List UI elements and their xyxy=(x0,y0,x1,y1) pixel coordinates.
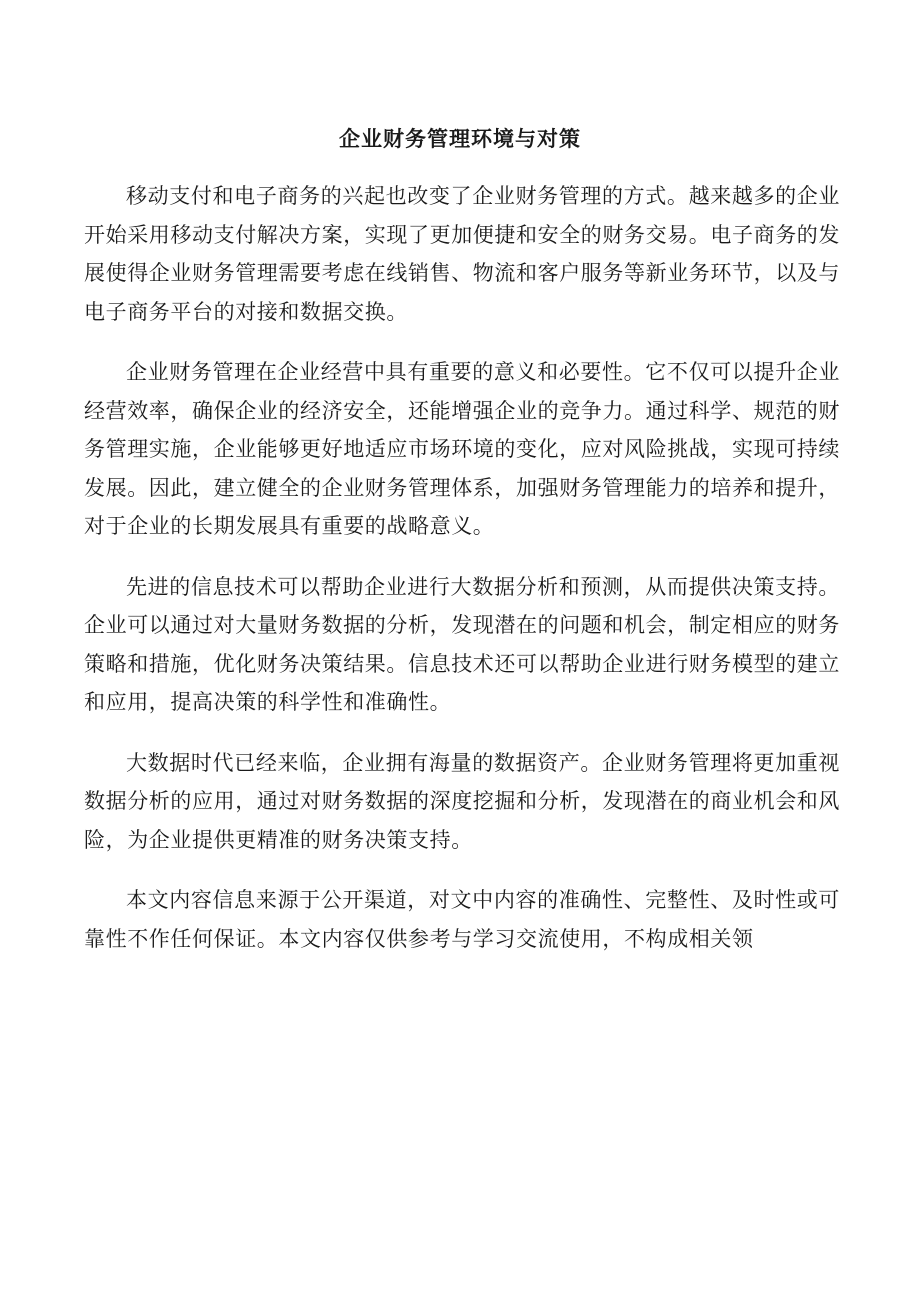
paragraph-mobile-payment: 移动支付和电子商务的兴起也改变了企业财务管理的方式。越来越多的企业开始采用移动支付解决方案，实现了更加便捷和安全的财务交易。电子商务的发展使得企业财务管理需要考虑在线销售、物流和客户服务等新业务环节，以及与电子商务平台的对接和数据交换。 xyxy=(84,184,840,324)
document-body xyxy=(84,177,840,980)
document-title: 企业财务管理环境与对策 xyxy=(339,126,581,151)
paragraph-big-data: 大数据时代已经来临，企业拥有海量的数据资产。企业财务管理将更加重视数据分析的应用，通过对财务数据的深度挖掘和分析，发现潜在的商业机会和风险，为企业提供更精准的财务决策支持。 xyxy=(84,750,840,852)
paragraph-information-technology: 先进的信息技术可以帮助企业进行大数据分析和预测，从而提供决策支持。企业可以通过对大量财务数据的分析，发现潜在的问题和机会，制定相应的财务策略和措施，优化财务决策结果。信息技术还可以帮助企业进行财务模型的建立和应用，提高决策的科学性和准确性。 xyxy=(84,574,840,714)
paragraph-disclaimer: 本文内容信息来源于公开渠道，对文中内容的准确性、完整性、及时性或可靠性不作任何保证。本文内容仅供参考与学习交流使用，不构成相关领 xyxy=(84,888,840,951)
paragraph-importance: 企业财务管理在企业经营中具有重要的意义和必要性。它不仅可以提升企业经营效率，确保企业的经济安全，还能增强企业的竞争力。通过科学、规范的财务管理实施，企业能够更好地适应市场环境的变化，应对风险挑战，实现可持续发展。因此，建立健全的企业财务管理体系，加强财务管理能力的培养和提升，对于企业的长期发展具有重要的战略意义。 xyxy=(84,360,840,538)
